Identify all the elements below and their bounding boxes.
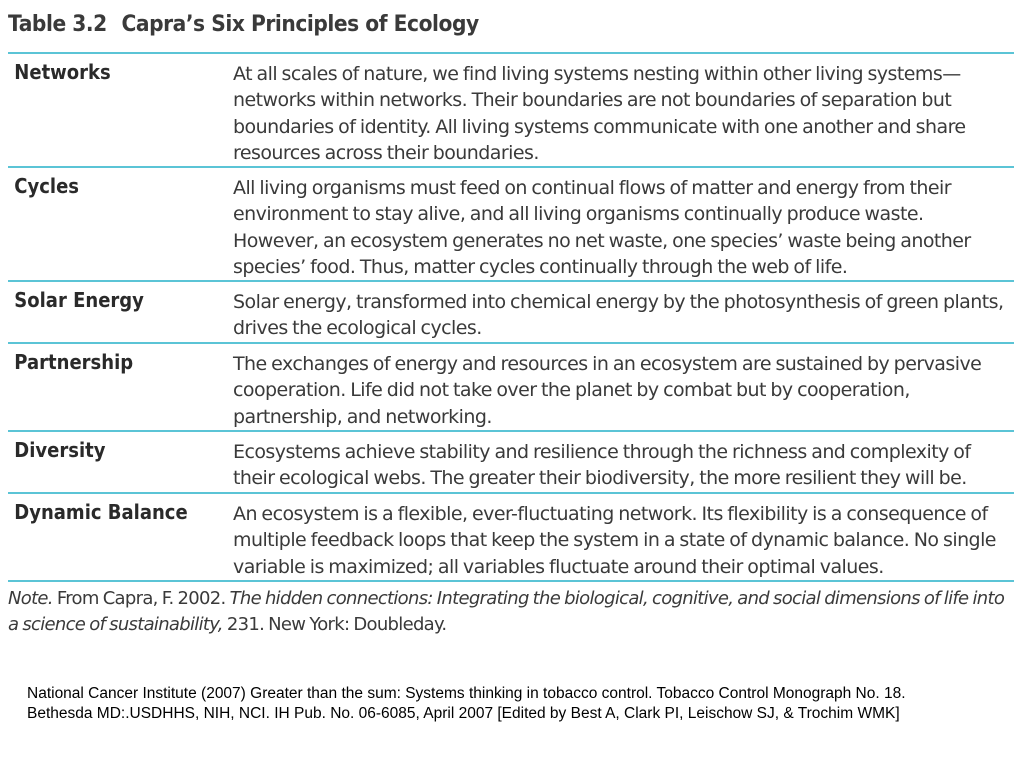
description-networks: At all scales of nature, we find living systems nesting within other living systems—networks within networks. Their boundaries are not boundaries of separation but boundaries of identity. All living systems communicate with one another and share resources across their boundaries. xyxy=(233,63,966,164)
citation-line-2: Bethesda MD:.USDHHS, NIH, NCI. IH Pub. No. 06-6085, April 2007 [Edited by Best A, Clark PI, Leischow SJ, & Trochim WMK] xyxy=(27,705,900,722)
table-row-partnership xyxy=(8,344,1014,432)
term-partnership: Partnership xyxy=(14,350,134,374)
source-citation xyxy=(27,684,1007,724)
table-title-text: Capra’s Six Principles of Ecology xyxy=(121,12,479,37)
term-solar-energy: Solar Energy xyxy=(14,288,144,312)
principles-table xyxy=(8,52,1014,582)
table-row-cycles xyxy=(8,168,1014,282)
note-label: Note. xyxy=(8,588,53,609)
term-cycles: Cycles xyxy=(14,174,80,198)
note-work-title: The hidden connections: Integrating the biological, cognitive, and social dimensions of life into a science of sustainability, xyxy=(8,588,1005,635)
table-number: Table 3.2 xyxy=(8,12,107,37)
table-title xyxy=(8,12,479,37)
table-note xyxy=(8,586,1016,638)
table-row-dynamic-balance xyxy=(8,494,1014,582)
description-cycles: All living organisms must feed on continual flows of matter and energy from their environment to stay alive, and all living organisms continually produce waste. However, an ecosystem generates no net waste, one species’ waste being another species’ food. Thus, matter cycles continually through the web of life. xyxy=(233,177,971,278)
citation-line-1: National Cancer Institute (2007) Greater than the sum: Systems thinking in tobacco control. Tobacco Control Monograph No. 18. xyxy=(27,685,906,702)
term-dynamic-balance: Dynamic Balance xyxy=(14,500,188,524)
table-row-diversity xyxy=(8,432,1014,494)
note-suffix: 231. New York: Doubleday. xyxy=(226,614,447,635)
term-diversity: Diversity xyxy=(14,438,106,462)
description-dynamic-balance: An ecosystem is a flexible, ever-fluctuating network. Its flexibility is a consequence of multiple feedback loops that keep the system in a state of dynamic balance. No single variable is maximized; all variables fluctuate around their optimal values. xyxy=(233,503,996,578)
term-networks: Networks xyxy=(14,60,111,84)
table-row-solar-energy xyxy=(8,282,1014,344)
description-solar-energy: Solar energy, transformed into chemical energy by the photosynthesis of green plants, drives the ecological cycles. xyxy=(233,291,1004,340)
note-prefix: From Capra, F. 2002. xyxy=(56,588,226,609)
description-partnership: The exchanges of energy and resources in an ecosystem are sustained by pervasive cooperation. Life did not take over the planet by combat but by cooperation, partnership, and networking. xyxy=(233,353,982,428)
table-row-networks xyxy=(8,54,1014,168)
description-diversity: Ecosystems achieve stability and resilience through the richness and complexity of their ecological webs. The greater their biodiversity, the more resilient they will be. xyxy=(233,441,971,490)
